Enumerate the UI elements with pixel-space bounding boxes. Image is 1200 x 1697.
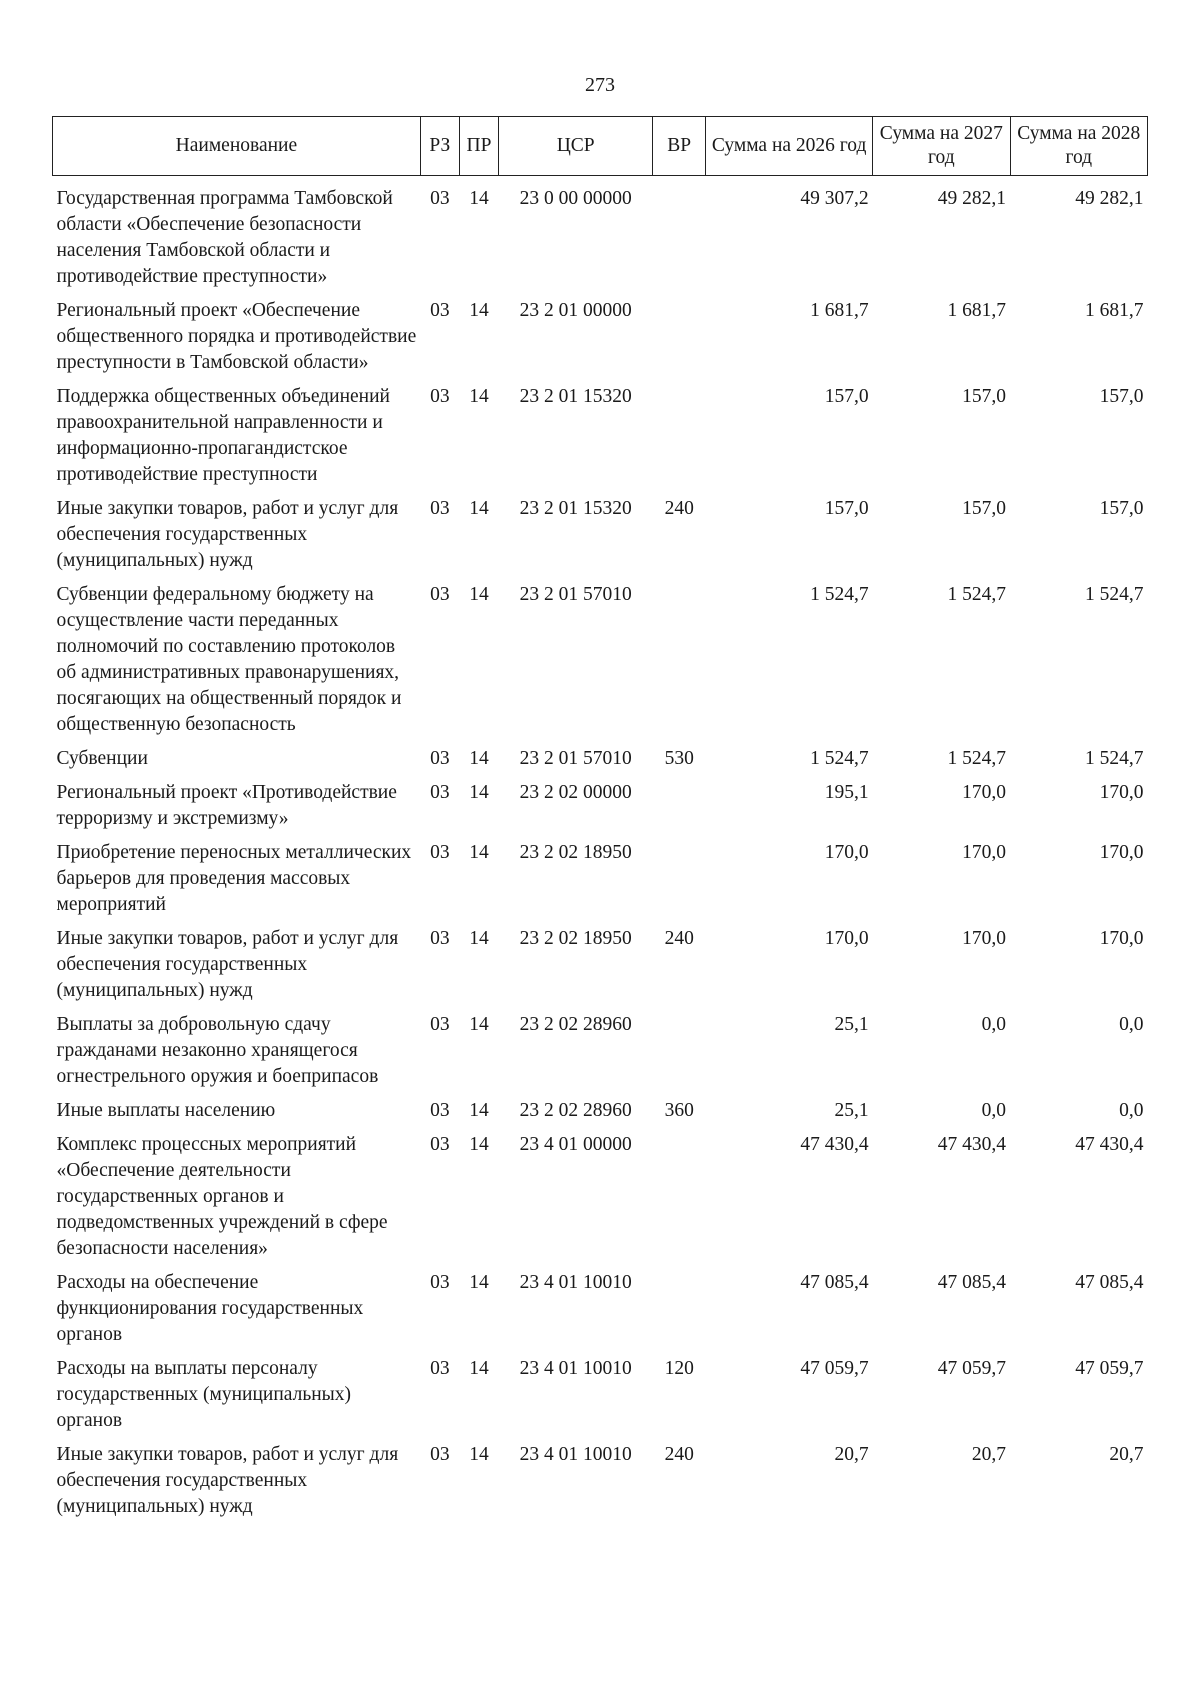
row-rz: 03 <box>430 928 450 949</box>
table-row <box>53 1012 1148 1098</box>
row-rz: 03 <box>430 386 450 407</box>
row-csr: 23 4 01 10010 <box>519 1272 632 1293</box>
row-pr: 14 <box>469 1272 489 1293</box>
table-row <box>53 1098 1148 1132</box>
row-vr <box>653 298 706 384</box>
table-row <box>53 496 1148 582</box>
row-vr: 120 <box>664 1358 694 1379</box>
row-sum-2026: 47 059,7 <box>800 1358 869 1379</box>
row-pr: 14 <box>469 1134 489 1155</box>
row-rz: 03 <box>430 1444 450 1465</box>
row-pr: 14 <box>469 748 489 769</box>
row-vr: 360 <box>664 1100 694 1121</box>
row-name: Субвенции федеральному бюджету на осуществление части переданных полномочий по составлению протоколов об административных правонарушениях, посягающих на общественный порядок и общественную безопасность <box>56 584 402 735</box>
row-sum-2028: 47 430,4 <box>1075 1134 1144 1155</box>
table-row <box>53 1356 1148 1442</box>
row-name: Поддержка общественных объединений правоохранительной направленности и информационно-пропагандистское противодействие преступности <box>56 386 390 485</box>
row-sum-2027: 1 524,7 <box>947 748 1007 769</box>
table-row <box>53 780 1148 840</box>
table-row <box>53 582 1148 746</box>
row-name: Иные закупки товаров, работ и услуг для обеспечения государственных (муниципальных) нужд <box>56 928 399 1001</box>
row-sum-2026: 170,0 <box>824 928 869 949</box>
row-sum-2027: 170,0 <box>962 842 1007 863</box>
table-row <box>53 384 1148 496</box>
row-sum-2027: 1 524,7 <box>947 584 1007 605</box>
table-row <box>53 176 1148 299</box>
row-sum-2026: 47 430,4 <box>800 1134 869 1155</box>
row-csr: 23 4 01 10010 <box>519 1358 632 1379</box>
row-sum-2026: 25,1 <box>834 1100 869 1121</box>
row-rz: 03 <box>430 782 450 803</box>
row-sum-2027: 170,0 <box>962 928 1007 949</box>
row-sum-2027: 1 681,7 <box>947 300 1007 321</box>
row-vr <box>653 780 706 840</box>
row-sum-2027: 20,7 <box>971 1444 1007 1465</box>
row-rz: 03 <box>430 188 450 209</box>
row-vr <box>653 1012 706 1098</box>
row-csr: 23 2 01 00000 <box>519 300 632 321</box>
row-sum-2026: 20,7 <box>834 1444 869 1465</box>
row-sum-2027: 157,0 <box>962 386 1007 407</box>
header-sum-2026: Сумма на 2026 год <box>706 117 873 176</box>
row-rz: 03 <box>430 1014 450 1035</box>
row-csr: 23 2 02 18950 <box>519 842 632 863</box>
row-csr: 23 2 02 18950 <box>519 928 632 949</box>
row-vr <box>653 1270 706 1356</box>
row-vr <box>653 840 706 926</box>
row-sum-2028: 170,0 <box>1099 928 1144 949</box>
row-pr: 14 <box>469 386 489 407</box>
row-sum-2026: 1 524,7 <box>810 584 869 605</box>
row-csr: 23 2 01 15320 <box>519 498 632 519</box>
row-sum-2028: 20,7 <box>1109 1444 1144 1465</box>
row-name: Иные закупки товаров, работ и услуг для обеспечения государственных (муниципальных) нужд <box>56 498 399 571</box>
row-rz: 03 <box>430 1272 450 1293</box>
row-vr <box>653 384 706 496</box>
header-vr: ВР <box>653 117 706 176</box>
row-name: Выплаты за добровольную сдачу гражданами незаконно хранящегося огнестрельного оружия и боеприпасов <box>56 1014 379 1087</box>
row-pr: 14 <box>469 1358 489 1379</box>
row-pr: 14 <box>469 300 489 321</box>
row-sum-2027: 49 282,1 <box>937 188 1007 209</box>
row-vr: 240 <box>664 928 694 949</box>
row-csr: 23 4 01 00000 <box>519 1134 632 1155</box>
row-sum-2026: 49 307,2 <box>800 188 869 209</box>
row-name: Расходы на обеспечение функционирования государственных органов <box>56 1272 364 1345</box>
row-rz: 03 <box>430 584 450 605</box>
row-rz: 03 <box>430 1358 450 1379</box>
budget-table <box>52 116 1148 1528</box>
row-name: Государственная программа Тамбовской области «Обеспечение безопасности населения Тамбовской области и противодействие преступности» <box>56 188 393 287</box>
row-pr: 14 <box>469 928 489 949</box>
row-pr: 14 <box>469 1444 489 1465</box>
row-pr: 14 <box>469 498 489 519</box>
row-name: Комплекс процессных мероприятий «Обеспечение деятельности государственных органов и подведомственных учреждений в сфере безопасности населения» <box>56 1134 388 1259</box>
row-sum-2026: 25,1 <box>834 1014 869 1035</box>
row-pr: 14 <box>469 188 489 209</box>
row-sum-2028: 170,0 <box>1099 842 1144 863</box>
row-rz: 03 <box>430 748 450 769</box>
table-row <box>53 298 1148 384</box>
row-sum-2026: 1 524,7 <box>810 748 869 769</box>
row-sum-2027: 170,0 <box>962 782 1007 803</box>
row-sum-2028: 1 681,7 <box>1085 300 1144 321</box>
row-rz: 03 <box>430 498 450 519</box>
row-rz: 03 <box>430 1134 450 1155</box>
row-name: Иные выплаты населению <box>56 1100 276 1121</box>
row-sum-2026: 195,1 <box>824 782 869 803</box>
header-rz: РЗ <box>420 117 459 176</box>
row-csr: 23 0 00 00000 <box>519 188 632 209</box>
row-vr: 240 <box>664 1444 694 1465</box>
table-body <box>53 176 1148 1529</box>
table-row <box>53 1132 1148 1270</box>
header-sum-2028: Сумма на 2028 год <box>1010 117 1147 176</box>
table-header-row <box>53 117 1148 176</box>
table-row <box>53 840 1148 926</box>
row-csr: 23 2 02 00000 <box>519 782 632 803</box>
row-sum-2027: 47 059,7 <box>937 1358 1007 1379</box>
row-csr: 23 2 02 28960 <box>519 1014 632 1035</box>
row-csr: 23 2 01 57010 <box>519 584 632 605</box>
row-csr: 23 2 01 57010 <box>519 748 632 769</box>
table-row <box>53 926 1148 1012</box>
row-sum-2028: 0,0 <box>1119 1014 1144 1035</box>
row-pr: 14 <box>469 1014 489 1035</box>
page-number: 273 <box>585 74 615 96</box>
row-sum-2026: 47 085,4 <box>800 1272 869 1293</box>
header-name: Наименование <box>53 117 421 176</box>
row-sum-2027: 0,0 <box>981 1014 1007 1035</box>
table-row <box>53 1270 1148 1356</box>
row-vr <box>653 582 706 746</box>
row-rz: 03 <box>430 1100 450 1121</box>
row-sum-2027: 47 430,4 <box>937 1134 1007 1155</box>
row-pr: 14 <box>469 1100 489 1121</box>
row-sum-2026: 1 681,7 <box>810 300 869 321</box>
row-sum-2027: 0,0 <box>981 1100 1007 1121</box>
row-sum-2028: 0,0 <box>1119 1100 1144 1121</box>
row-name: Региональный проект «Обеспечение общественного порядка и противодействие преступности в Тамбовской области» <box>56 300 417 373</box>
row-pr: 14 <box>469 584 489 605</box>
header-pr: ПР <box>459 117 498 176</box>
row-sum-2028: 47 059,7 <box>1075 1358 1144 1379</box>
row-sum-2028: 47 085,4 <box>1075 1272 1144 1293</box>
row-vr <box>653 176 706 299</box>
row-name: Субвенции <box>56 748 148 769</box>
row-name: Расходы на выплаты персоналу государственных (муниципальных) органов <box>56 1358 352 1431</box>
row-rz: 03 <box>430 842 450 863</box>
row-rz: 03 <box>430 300 450 321</box>
row-sum-2026: 157,0 <box>824 498 869 519</box>
table-row <box>53 746 1148 780</box>
row-vr: 240 <box>664 498 694 519</box>
row-sum-2028: 1 524,7 <box>1085 748 1144 769</box>
header-sum-2027: Сумма на 2027 год <box>873 117 1010 176</box>
row-sum-2026: 157,0 <box>824 386 869 407</box>
table-row <box>53 1442 1148 1528</box>
row-sum-2027: 157,0 <box>962 498 1007 519</box>
row-name: Иные закупки товаров, работ и услуг для обеспечения государственных (муниципальных) нужд <box>56 1444 399 1517</box>
row-vr: 530 <box>664 748 694 769</box>
row-csr: 23 2 02 28960 <box>519 1100 632 1121</box>
row-name: Приобретение переносных металлических барьеров для проведения массовых мероприятий <box>56 842 412 915</box>
header-csr: ЦСР <box>499 117 653 176</box>
row-vr <box>653 1132 706 1270</box>
row-sum-2028: 170,0 <box>1099 782 1144 803</box>
row-csr: 23 4 01 10010 <box>519 1444 632 1465</box>
row-sum-2028: 157,0 <box>1099 498 1144 519</box>
row-pr: 14 <box>469 782 489 803</box>
row-sum-2028: 157,0 <box>1099 386 1144 407</box>
row-sum-2028: 1 524,7 <box>1085 584 1144 605</box>
row-sum-2028: 49 282,1 <box>1075 188 1144 209</box>
row-csr: 23 2 01 15320 <box>519 386 632 407</box>
row-sum-2026: 170,0 <box>824 842 869 863</box>
row-name: Региональный проект «Противодействие терроризму и экстремизму» <box>56 782 397 829</box>
row-sum-2027: 47 085,4 <box>937 1272 1007 1293</box>
row-pr: 14 <box>469 842 489 863</box>
